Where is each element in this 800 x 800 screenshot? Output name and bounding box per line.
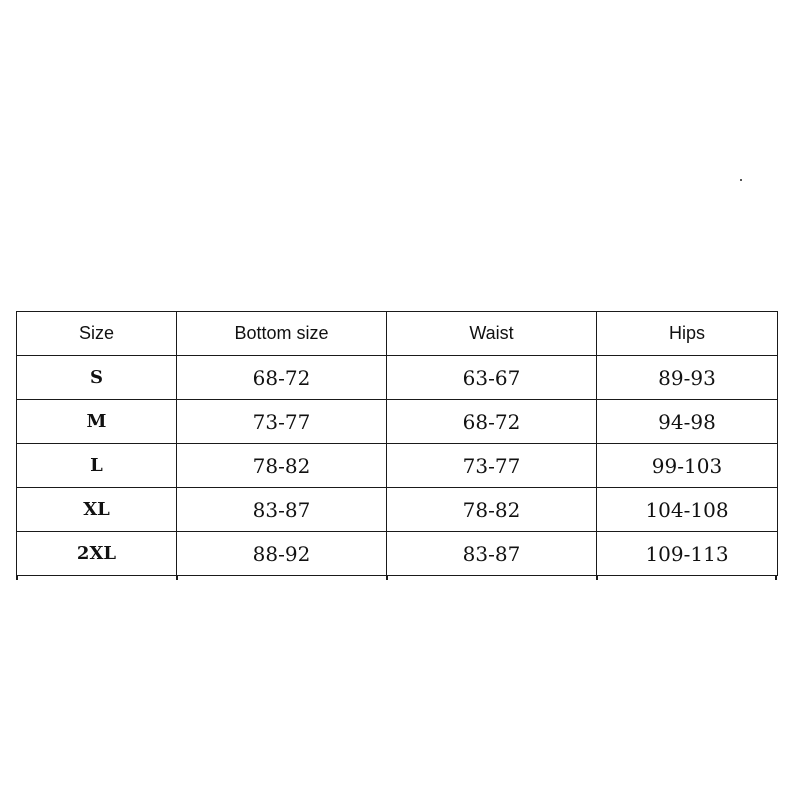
header-row xyxy=(17,312,778,356)
hips-cell: 94-98 xyxy=(597,400,778,444)
table-row xyxy=(17,444,778,488)
waist-cell: 83-87 xyxy=(387,532,597,576)
waist-cell: 78-82 xyxy=(387,488,597,532)
hips-cell: 89-93 xyxy=(597,356,778,400)
hips-cell: 99-103 xyxy=(597,444,778,488)
table-row xyxy=(17,356,778,400)
header-waist: Waist xyxy=(387,312,597,356)
table-row xyxy=(17,488,778,532)
size-cell: 2XL xyxy=(17,532,177,576)
header-size: Size xyxy=(17,312,177,356)
table-bottom-edge xyxy=(16,576,777,580)
waist-cell: 68-72 xyxy=(387,400,597,444)
table-row xyxy=(17,532,778,576)
bottom-size-cell: 78-82 xyxy=(177,444,387,488)
bottom-size-cell: 68-72 xyxy=(177,356,387,400)
waist-cell: 63-67 xyxy=(387,356,597,400)
column-tick xyxy=(386,576,388,580)
header-hips: Hips xyxy=(597,312,778,356)
column-tick xyxy=(775,576,777,580)
bottom-size-cell: 88-92 xyxy=(177,532,387,576)
bottom-size-cell: 83-87 xyxy=(177,488,387,532)
header-bottom-size: Bottom size xyxy=(177,312,387,356)
size-cell: L xyxy=(17,444,177,488)
hips-cell: 109-113 xyxy=(597,532,778,576)
size-cell: XL xyxy=(17,488,177,532)
size-chart-table xyxy=(16,311,778,576)
column-tick xyxy=(596,576,598,580)
waist-cell: 73-77 xyxy=(387,444,597,488)
size-cell: S xyxy=(17,356,177,400)
image-speck xyxy=(740,179,742,181)
column-tick xyxy=(16,576,18,580)
size-cell: M xyxy=(17,400,177,444)
bottom-size-cell: 73-77 xyxy=(177,400,387,444)
hips-cell: 104-108 xyxy=(597,488,778,532)
column-tick xyxy=(176,576,178,580)
table-row xyxy=(17,400,778,444)
